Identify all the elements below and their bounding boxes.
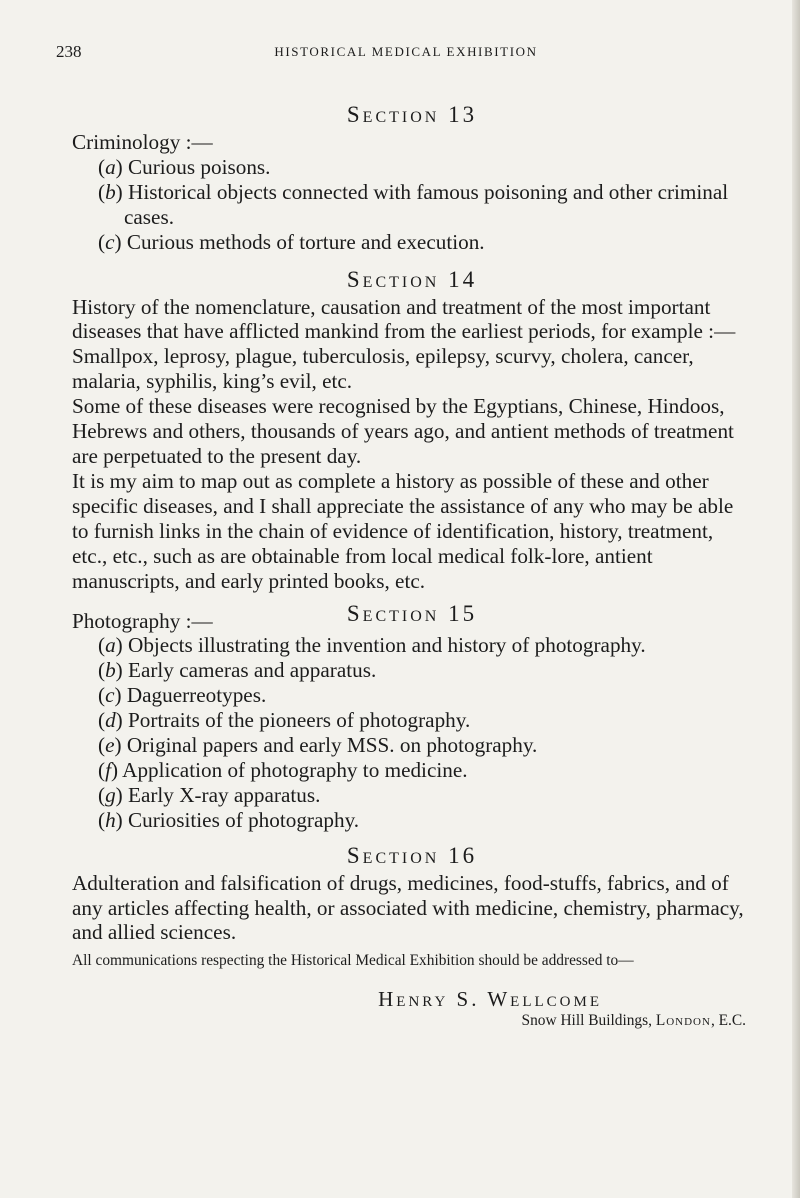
list-item: (b) Historical objects connected with famous poisoning and other criminal cases. bbox=[98, 179, 729, 229]
page-number: 238 bbox=[56, 42, 82, 61]
list-item: (e) Original papers and early MSS. on photography. bbox=[98, 733, 538, 758]
page-content bbox=[72, 100, 752, 1030]
section-14-paragraph-3: Some of these diseases were recognised by the Egyptians, Chinese, Hindoos, Hebrews and others, thousands of years ago, and antient methods of treatment are perpetuated to the present day. bbox=[72, 394, 734, 468]
signature-address: Snow Hill Buildings, London, E.C. bbox=[521, 1011, 746, 1029]
list-item: (c) Daguerreotypes. bbox=[98, 683, 267, 708]
list-item: (g) Early X-ray apparatus. bbox=[98, 782, 321, 807]
list-item: (f) Application of photography to medicine. bbox=[98, 757, 468, 782]
signature-name: Henry S. Wellcome bbox=[378, 986, 602, 1011]
page-edge bbox=[792, 0, 800, 1198]
section-15-heading: Section 15 bbox=[346, 601, 478, 627]
page-header bbox=[56, 42, 756, 66]
section-14-paragraph-4: It is my aim to map out as complete a history as possible of these and other specific diseases, and I shall appreciate the assistance of any who may be able to furnish links in the chain of evidence of identification, history, treatment, etc., etc., such as are obtainable from local medical folk-lore, antient manuscripts, and early printed books, etc. bbox=[72, 468, 734, 593]
section-13-intro: Criminology :— bbox=[72, 130, 213, 154]
section-13-heading: Section 13 bbox=[346, 102, 478, 127]
section-16-paragraph: Adulteration and falsification of drugs, medicines, food-stuffs, fabrics, and of any articles affecting health, or associated with medicine, chemistry, pharmacy, and allied sciences. bbox=[72, 870, 744, 945]
list-item: (b) Early cameras and apparatus. bbox=[98, 658, 377, 683]
section-14-heading: Section 14 bbox=[346, 266, 478, 292]
list-item: (d) Portraits of the pioneers of photography. bbox=[98, 708, 471, 733]
section-14-paragraph-1: History of the nomenclature, causation and treatment of the most important diseases that have afflicted mankind from the earliest periods, for example :— bbox=[72, 294, 736, 344]
communications-note: All communications respecting the Historical Medical Exhibition should be addressed to— bbox=[72, 952, 634, 970]
section-15-intro: Photography :— bbox=[72, 609, 213, 634]
section-15-header-row bbox=[72, 603, 752, 633]
list-item: (c) Curious methods of torture and execution. bbox=[98, 229, 485, 254]
list-item: (a) Curious poisons. bbox=[98, 154, 271, 179]
section-13-list bbox=[72, 155, 752, 255]
section-14-paragraph-2: Smallpox, leprosy, plague, tuberculosis, epilepsy, scurvy, cholera, cancer, malaria, syphilis, king’s evil, etc. bbox=[72, 344, 694, 394]
section-15-list bbox=[72, 633, 752, 832]
list-item: (a) Objects illustrating the invention and history of photography. bbox=[98, 633, 646, 658]
list-item: (h) Curiosities of photography. bbox=[98, 807, 360, 832]
running-head: HISTORICAL MEDICAL EXHIBITION bbox=[274, 44, 538, 59]
section-16-heading: Section 16 bbox=[346, 842, 478, 868]
